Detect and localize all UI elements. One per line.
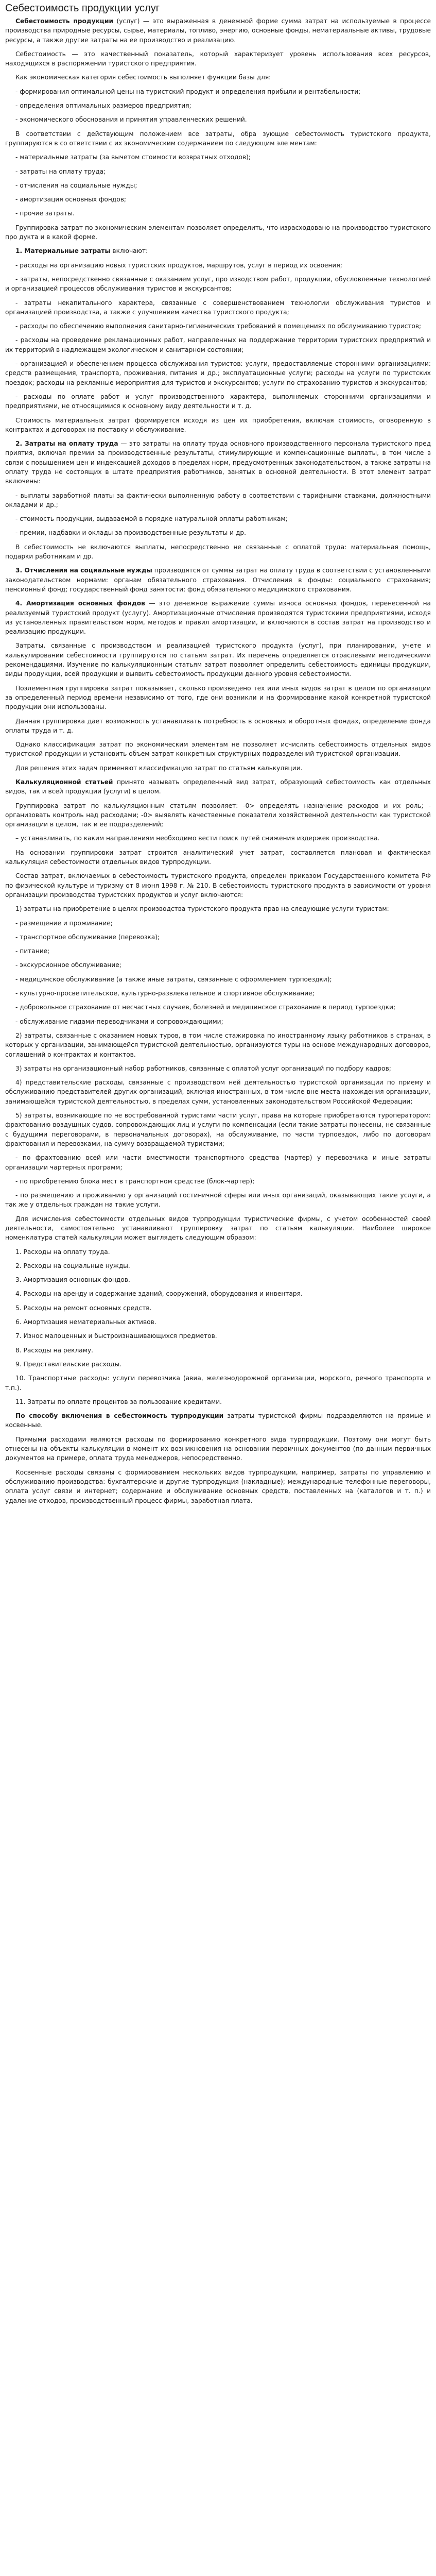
article-paragraph <box>5 1003 431 1012</box>
article-paragraph <box>5 989 431 998</box>
paragraph-text: - добровольное страхование от несчастных случаев, болезней и медицинское страхование в период турпоездки; <box>15 1004 396 1011</box>
article-paragraph <box>5 1360 431 1369</box>
paragraph-bold-lead: 3. Отчисления на социальные нужды <box>15 567 152 574</box>
paragraph-text: На основании группировки затрат строится аналитический учет затрат, составляется плановая и фактическая калькуляция себестоимости отдельных видов турпродукции. <box>5 849 431 866</box>
paragraph-text: - отчисления на социальные нужды; <box>15 181 137 189</box>
paragraph-text: - медицинское обслуживание (а также иные затраты, связанные с оформлением турпоездки); <box>15 975 332 983</box>
article-paragraph <box>5 129 431 148</box>
paragraph-text: - организацией и обеспечением процесса обслуживания туристов: услуги, предоставляемые сторонними организациями: средств размещения, транспорта, проживания, питания и др.; эксплуатационные услуги; расходы на услуги по туристских поездок; расходы на рекламные мероприятия для туристов и экскурсантов; услуги по страхованию туристов и экскурсантов; <box>5 360 431 386</box>
paragraph-text: - материальные затраты (за вычетом стоимости возвратных отходов); <box>15 154 251 161</box>
paragraph-text: - расходы по обеспечению выполнения санитарно-гигиенических требований в помещениях по обслуживанию туристов; <box>15 323 422 330</box>
article-paragraph <box>5 195 431 204</box>
article-paragraph <box>5 275 431 294</box>
article-paragraph <box>5 528 431 537</box>
paragraph-text: 7. Износ малоценных и быстроизнашивающихся предметов. <box>15 1332 217 1340</box>
article-paragraph <box>5 684 431 712</box>
paragraph-bold-lead: 2. Затраты на оплату труда <box>15 440 118 448</box>
paragraph-text: (услуг) — это выраженная в денежной форме сумма затрат на используемые в процессе производства природные ресурсы, сырье, материалы, топливо, энергию, основные фонды, нематериальные активы, трудовые ресурсы, а также другие затраты на ее производство и реализацию. <box>5 18 431 44</box>
paragraph-text: – устанавливать, по каким направлениям необходимо вести поиск путей снижения издержек производства. <box>15 835 380 842</box>
paragraph-text: Поэлементная группировка затрат показывает, сколько произведено тех или иных видов затрат в целом по организации за определенный период времени независимо от того, где они возникли и на формирование какой конкретной туристской продукции они использованы. <box>5 684 431 711</box>
paragraph-text: 4. Расходы на аренду и содержание зданий, сооружений, оборудования и инвентаря. <box>15 1290 303 1298</box>
article-paragraph <box>5 1064 431 1073</box>
article-paragraph <box>5 975 431 984</box>
article-paragraph <box>5 1397 431 1406</box>
paragraph-text: Затраты, связанные с производством и реализацией туристского продукта (услуг), при планировании, учете и калькулировании себестоимости группируются по статьям затрат. Их перечень определяется отраслевыми методическими рекомендациями. Изучение по калькуляционным статьям затрат позволяет определить себестоимость единицы продукции, виды продукции, всей продукции и выявить себестоимость продукции данного уровня себестоимости. <box>5 642 431 678</box>
article-paragraph <box>5 1191 431 1210</box>
article-paragraph <box>5 1177 431 1186</box>
article-paragraph <box>5 946 431 956</box>
article-paragraph <box>5 960 431 970</box>
article-paragraph <box>5 764 431 773</box>
paragraph-text: - формирования оптимальной цены на туристский продукт и определения прибыли и рентабельности; <box>15 88 361 95</box>
article-paragraph <box>5 101 431 110</box>
article-paragraph <box>5 223 431 242</box>
paragraph-text: - экономического обоснования и принятия управленческих решений. <box>15 116 247 124</box>
article-paragraph <box>5 335 431 354</box>
article-paragraph <box>5 599 431 636</box>
article-paragraph <box>5 298 431 317</box>
article-paragraph <box>5 209 431 218</box>
paragraph-text: 3. Амортизация основных фондов. <box>15 1276 130 1284</box>
paragraph-text: Косвенные расходы связаны с формированием нескольких видов турпродукции, например, затраты по управлению и обслуживанию производства: бухгалтерские и другие турпродукция (накладные); международные телефонные переговоры, оплата услуг связи и интернет; содержание и обслуживание основных средств, поставленных на (каталогов и т. п.) и удаление отходов, производственный процесс фирмы, заработная плата. <box>5 1468 431 1504</box>
article-paragraph <box>5 321 431 331</box>
paragraph-text: - выплаты заработной платы за фактически выполненную работу в соответствии с тарифными ставками, должностными окладами и др.; <box>5 492 431 509</box>
paragraph-text: — это затраты на оплату труда основного производственного персонала туристского пред приятия, включая премии за производственные результаты, стимулирующие и компенсационные выплаты, в том числе в связи с повышением цен и индексацией доходов в пределах норм, предусмотренных законодательством, а также затраты на оплату труда не состоящих в штате предприятия работников, занятых в основной деятельности. В этот элемент затрат включены: <box>5 440 431 485</box>
paragraph-text: - по размещению и проживанию у организаций гостиничной сферы или иных организаций, оказывающих такие услуги, а так же у отдельных граждан на такие услуги. <box>5 1192 431 1209</box>
article-paragraph <box>5 740 431 759</box>
paragraph-text: - расходы на проведение рекламационных работ, направленных на поддержание территории туристских предприятий и их территорий в надлежащем экологическом и санитарном состоянии; <box>5 336 431 353</box>
article-paragraph <box>5 1275 431 1284</box>
paragraph-text: - амортизация основных фондов; <box>15 196 126 204</box>
article-paragraph <box>5 73 431 82</box>
article-paragraph <box>5 1017 431 1026</box>
article-paragraph <box>5 1317 431 1327</box>
paragraph-text: Как экономическая категория себестоимость выполняет функции базы для: <box>15 74 271 81</box>
paragraph-text: 1) затраты на приобретение в целях производства туристского продукта прав на следующие услуги туристам: <box>15 905 389 913</box>
paragraph-text: 9. Представительские расходы. <box>15 1360 122 1368</box>
article-paragraph <box>5 1374 431 1393</box>
paragraph-text: Группировка затрат по экономическим элементам позволяет определить, что израсходовано на производство туристского про дукта и в какой форме. <box>5 224 431 241</box>
paragraph-text: 11. Затраты по оплате процентов за пользование кредитами. <box>15 1398 222 1405</box>
article-paragraph <box>5 871 431 900</box>
paragraph-text: 3) затраты на организационный набор работников, связанные с оплатой услуг организаций по подбору кадров; <box>15 1064 391 1072</box>
paragraph-text: 5. Расходы на ремонт основных средств. <box>15 1304 152 1312</box>
article-paragraph <box>5 246 431 256</box>
paragraph-text: 5) затраты, возникающие по не востребованной туристами части услуг, права на которые приобретаются туроператором: фрахтованию воздушных судов, сопровождающих лиц и услуги по компенсации (если такие затраты понесены, не связанные с будущими переговорами, в первоначальных договорах), на обслуживание, по части турпоездок, либо по договорам фрахтования и перевозками, на сумму возвращаемой туристами; <box>5 1112 431 1147</box>
article-paragraph <box>5 49 431 69</box>
article-paragraph <box>5 514 431 523</box>
article-paragraph <box>5 777 431 796</box>
paragraph-text: - затраты, непосредственно связанные с оказанием услуг, про изводством работ, продукции, обусловленные технологией и организацией процессов обслуживания туристов и экскурсантов; <box>5 275 431 293</box>
paragraph-text: производятся от суммы затрат на оплату труда в соответствии с установленными законодательством нормами: органам обязательного страхования. Отчисления в фонды: социального страхования; пенсионный фонд; государственный фонд занятости; фонд обязательного медицинского страхования. <box>5 567 431 593</box>
article-paragraph <box>5 115 431 124</box>
paragraph-text: Данная группировка дает возможность устанавливать потребность в основных и оборотных фондах, определение фонда оплаты труда и т. д. <box>5 717 431 734</box>
paragraph-text: Стоимость материальных затрат формируется исходя из цен их приобретения, включая стоимость, оговоренную в контрактах и договорах на поставку и обслуживание. <box>5 416 431 433</box>
paragraph-text: В соответствии с действующим положением все затраты, обра зующие себестоимость туристского продукта, группируются в со ответствии с их экономическим содержанием по следующим эле ментам: <box>5 130 431 147</box>
paragraph-text: - транспортное обслуживание (перевозка); <box>15 933 160 941</box>
paragraph-text: - обслуживание гидами-переводчиками и сопровождающими; <box>15 1018 223 1025</box>
article-paragraph <box>5 439 431 486</box>
article-paragraph <box>5 416 431 435</box>
article-paragraph <box>5 933 431 942</box>
paragraph-text: включают: <box>110 247 148 255</box>
article-paragraph <box>5 1261 431 1270</box>
article-paragraph <box>5 16 431 45</box>
article-paragraph <box>5 152 431 162</box>
paragraph-text: принято называть определенный вид затрат, образующий себестоимость как отдельных видов, так и всей продукции (услуги) в целом. <box>5 778 431 795</box>
article-paragraph <box>5 1153 431 1172</box>
paragraph-bold-lead: По способу включения в себестоимость турпродукции <box>15 1412 224 1420</box>
paragraph-text: - экскурсионное обслуживание; <box>15 961 121 969</box>
article-paragraph <box>5 1435 431 1463</box>
article-paragraph <box>5 1411 431 1430</box>
paragraph-text: - прочие затраты. <box>15 210 75 217</box>
paragraph-text: В себестоимость не включаются выплаты, непосредственно не связанные с оплатой труда: материальная помощь, подарки работникам и др. <box>5 543 431 561</box>
paragraph-text: - затраты на оплату труда; <box>15 167 106 175</box>
article-paragraph <box>5 1247 431 1257</box>
article-paragraph <box>5 261 431 270</box>
article-paragraph <box>5 543 431 562</box>
paragraph-bold-lead: Калькуляционной статьей <box>15 778 113 786</box>
paragraph-bold-lead: 1. Материальные затраты <box>15 247 111 255</box>
article-paragraph <box>5 1031 431 1059</box>
page-title: Себестоимость продукции услуг <box>5 3 160 14</box>
paragraph-text: Для решения этих задач применяют классификацию затрат по статьям калькуляции. <box>15 764 303 772</box>
article-paragraph <box>5 1111 431 1148</box>
paragraph-text: - расходы на организацию новых туристских продуктов, маршрутов, услуг в период их освоения; <box>15 261 342 269</box>
article-paragraph <box>5 359 431 387</box>
paragraph-bold-lead: 4. Амортизация основных фондов <box>15 600 145 607</box>
paragraph-bold-lead: Себестоимость продукции <box>15 18 114 25</box>
paragraph-text: затраты туристской фирмы подразделяются на прямые и косвенные. <box>5 1412 431 1429</box>
article-paragraph <box>5 1468 431 1505</box>
article-paragraph <box>5 919 431 928</box>
paragraph-text: 2) затраты, связанные с оказанием новых туров, в том числе стажировка по иностранному языку работников в странах, в которых у организации, занимающейся туристской деятельностью, организуются туры на основе международных договоров, соглашений о контрактах и контактов. <box>5 1031 431 1058</box>
article-paragraph <box>5 1346 431 1355</box>
paragraph-text: - определения оптимальных размеров предприятия; <box>15 102 191 110</box>
paragraph-text: - по приобретению блока мест в транспортном средстве (блок-чартер); <box>15 1177 255 1185</box>
paragraph-text: - стоимость продукции, выдаваемой в порядке натуральной оплаты работникам; <box>15 515 288 523</box>
article-paragraph <box>5 1331 431 1341</box>
article-paragraph <box>5 1078 431 1106</box>
paragraph-text: Прямыми расходами являются расходы по формированию конкретного вида турпродукции. Поэтому они могут быть отнесены на объекты калькуляции в момент их возникновения на основании первичных документов (по данным первичных документов на примере, оплата труда менеджеров, непосредственно. <box>5 1435 431 1462</box>
paragraph-text: - по фрахтованию всей или части вместимости транспортного средства (чартер) у перевозчика и иные затраты организации чартерных программ; <box>5 1154 431 1171</box>
article-paragraph <box>5 566 431 594</box>
paragraph-text: 2. Расходы на социальные нужды. <box>15 1262 130 1269</box>
paragraph-text: Группировка затрат по калькуляционным статьям позволяет: -0> определять назначение расходов и их роль; - организовать контроль над расходами; -0> выявлять качественные показатели хозяйственной деятельности как туристской организации в целом, так и ее подразделений; <box>5 802 431 828</box>
article-paragraph <box>5 717 431 736</box>
paragraph-text: - культурно-просветительское, культурно-развлекательное и спортивное обслуживание; <box>15 990 315 997</box>
article-paragraph <box>5 1289 431 1298</box>
article-paragraph <box>5 491 431 510</box>
article-paragraph <box>5 1214 431 1243</box>
article-paragraph <box>5 181 431 190</box>
paragraph-text: - затраты некапитального характера, связанные с совершенствованием технологии обслуживания туристов и организацией производства, а также с улучшением качества туристского продукта; <box>5 299 431 316</box>
paragraph-text: Себестоимость — это качественный показатель, который характеризует уровень использования всех ресурсов, находящихся в распоряжении туристского предприятия. <box>5 50 431 67</box>
paragraph-text: 8. Расходы на рекламу. <box>15 1346 94 1354</box>
article-body <box>5 16 431 1505</box>
paragraph-text: - расходы по оплате работ и услуг производственного характера, выполняемых сторонними организациями и предприятиями, не относящимися к основному виду деятельности и т. д. <box>5 393 431 410</box>
paragraph-text: - премии, надбавки и оклады за производственные результаты и др. <box>15 529 246 537</box>
paragraph-text: 6. Амортизация нематериальных активов. <box>15 1318 156 1326</box>
paragraph-text: - размещение и проживание; <box>15 919 113 927</box>
article-paragraph <box>5 87 431 96</box>
article-paragraph <box>5 848 431 867</box>
paragraph-text: 1. Расходы на оплату труда. <box>15 1248 110 1256</box>
article-paragraph <box>5 167 431 176</box>
paragraph-text: Состав затрат, включаемых в себестоимость туристского продукта, определен приказом Государственного комитета РФ по физической культуре и туризму от 8 июня 1998 г. № 210. В себестоимость туристского продукта в зависимости от уровня организации производства туристских продуктов и услуг включаются: <box>5 872 431 899</box>
article-paragraph <box>5 392 431 411</box>
paragraph-text: - питание; <box>15 947 50 955</box>
paragraph-text: Однако классификация затрат по экономическим элементам не позволяет исчислить себестоимость отдельных видов туристской продукции и установить объем затрат конкретных структурных подразделений туристской организации. <box>5 741 431 758</box>
paragraph-text: 10. Транспортные расходы: услуги перевозчика (авиа, железнодорожной организации, морского, речного транспорта и т.п.). <box>5 1375 431 1392</box>
article-paragraph <box>5 1303 431 1313</box>
paragraph-text: Для исчисления себестоимости отдельных видов турпродукции туристические фирмы, с учетом особенностей своей деятельности, самостоятельно устанавливают группировку затрат по статьям калькуляции. Наиболее широкое номенклатура статей калькуляции может выглядеть следующим образом: <box>5 1215 431 1242</box>
article-paragraph <box>5 834 431 843</box>
paragraph-text: — это денежное выражение суммы износа основных фондов, перенесенной на реализуемый туристский продукт (услугу). Амортизационные отчисления производятся туристскими предприятиями, исходя из установленных правительством норм, методов и правил амортизации, и включаются в состав затрат на производство и реализацию продукции. <box>5 600 431 636</box>
paragraph-text: 4) представительские расходы, связанные с производством ней деятельностью туристской организации по приему и обслуживанию представителей других организаций, включая иностранных, в том числе вне места нахождения организации, занимающейся туристской деятельностью, в пределах сумм, установленных законодательством Российской Федерации; <box>5 1079 431 1105</box>
article-paragraph <box>5 904 431 913</box>
article-paragraph <box>5 641 431 679</box>
article-paragraph <box>5 801 431 829</box>
